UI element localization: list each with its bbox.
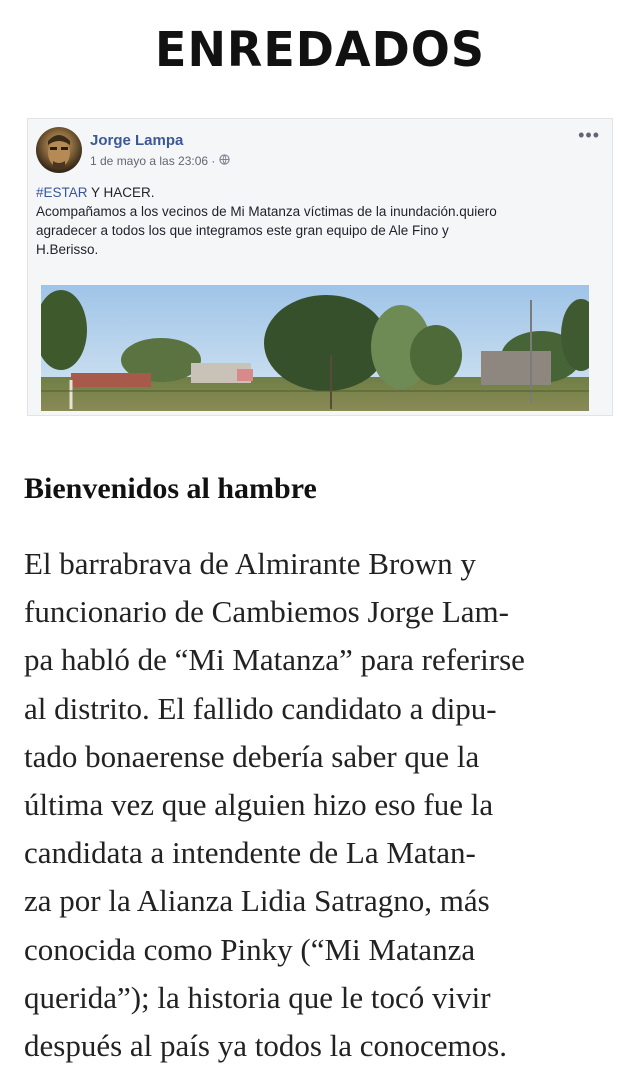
article-line: conocida como Pinky (“Mi Matanza	[24, 931, 476, 967]
article-line: última vez que alguien hizo eso fue la	[24, 787, 494, 823]
article-line: al distrito. El fallido candidato a dipu-	[24, 690, 497, 726]
article-line: después al país ya todos la conocemos.	[24, 1028, 507, 1064]
facebook-post-screenshot	[27, 118, 613, 416]
article-line: za por la Alianza Lidia Satragno, más	[24, 883, 490, 919]
article-line: funcionario de Cambiemos Jorge Lam-	[24, 594, 509, 630]
article-body	[24, 540, 624, 1070]
post-timestamp[interactable]: 1 de mayo a las 23:06 ·	[90, 154, 216, 168]
post-photo[interactable]	[41, 285, 589, 411]
post-first-line	[36, 183, 576, 202]
post-first-line-rest: Y HACER.	[87, 185, 155, 200]
globe-icon	[219, 154, 230, 168]
hashtag-link[interactable]: #ESTAR	[36, 185, 88, 200]
article-line: pa habló de “Mi Matanza” para referirse	[24, 642, 525, 678]
post-body	[36, 183, 576, 259]
avatar[interactable]	[36, 127, 82, 173]
post-text-line: H.Berisso.	[36, 242, 99, 257]
more-options-button[interactable]: •••	[578, 125, 600, 145]
article-headline: Bienvenidos al hambre	[24, 472, 317, 505]
post-text-line: Acompañamos a los vecinos de Mi Matanza víctimas de la inundación.quiero	[36, 204, 497, 219]
post-meta	[90, 154, 230, 168]
article-line: querida”); la historia que le tocó vivir	[24, 979, 491, 1015]
post-text-line: agradecer a todos los que integramos este gran equipo de Ale Fino y	[36, 223, 449, 238]
article-line: candidata a intendente de La Matan-	[24, 835, 476, 871]
post-author-link[interactable]: Jorge Lampa	[90, 132, 184, 149]
article-line: tado bonaerense debería saber que la	[24, 738, 480, 774]
article-line: El barrabrava de Almirante Brown y	[24, 546, 476, 581]
masthead-title: ENREDADOS	[155, 20, 485, 78]
